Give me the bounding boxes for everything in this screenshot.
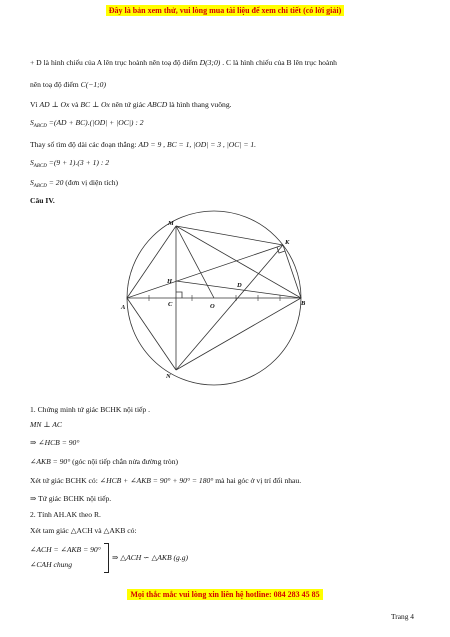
hotline-footer-text: Mọi thắc mắc vui lòng xin liên hệ hotline: 084 283 45 85: [127, 589, 322, 600]
math-abcd: ABCD: [147, 100, 168, 109]
math-area-formula: =(AD + BC).(|OD| + |OC|) : 2: [48, 118, 144, 127]
math-area-result: = 20: [48, 178, 64, 187]
label-c: C: [168, 301, 173, 308]
text-line-2: [30, 80, 106, 90]
math-point-c: C(−1;0): [80, 80, 106, 89]
label-b: B: [301, 300, 306, 307]
text-line-4: [30, 118, 144, 132]
preview-banner: [0, 5, 450, 16]
math-similarity: ⇒ △ACH ∽ △AKB (g.g): [112, 553, 189, 562]
math-s-sub-2: ABCD: [33, 164, 47, 169]
math-point-d: D(3;0): [199, 58, 221, 67]
text-l2: nên toạ độ điểm: [30, 80, 79, 89]
text-area-unit: (đơn vị diện tích): [65, 178, 119, 187]
text-l3b: và: [71, 100, 79, 109]
text-akb-note: (góc nội tiếp chắn nửa đường tròn): [72, 457, 179, 466]
label-n: N: [166, 373, 171, 380]
text-q1d-a: Xét tứ giác BCHK có:: [30, 476, 98, 485]
label-k: K: [285, 239, 290, 246]
math-hcb: ⇒ ∠HCB = 90°: [30, 438, 80, 447]
label-m: M: [168, 220, 174, 227]
math-ad-perp: AD ⊥ Ox: [39, 100, 70, 109]
text-l3c: nên tứ giác: [111, 100, 146, 109]
text-l3d: là hình thang vuông.: [169, 100, 232, 109]
text-akb-line: [30, 457, 178, 467]
text-line-6: [30, 158, 109, 172]
page-number: Trang 4: [391, 612, 414, 621]
preview-banner-text: Đây là bản xem thử, vui lòng mua tài liệu để xem chi tiết (có lời giải): [106, 5, 345, 16]
text-bchk-conclusion: ⇒ Tứ giác BCHK nội tiếp.: [30, 494, 112, 503]
math-mn-perp: MN ⊥ AC: [30, 420, 62, 429]
text-l5a: Thay số tìm độ dài các đoạn thẳng:: [30, 140, 137, 149]
text-q1d-b: mà hai góc ở vị trí đối nhau.: [215, 476, 302, 485]
section-title: Câu IV.: [30, 196, 55, 205]
text-line-7: [30, 178, 118, 192]
math-akb: ∠AKB = 90°: [30, 457, 71, 466]
math-bc-perp: BC ⊥ Ox: [80, 100, 110, 109]
math-s-3: S: [30, 178, 34, 187]
text-line-1: [30, 58, 337, 68]
text-l3a: Vì: [30, 100, 38, 109]
math-q2b1: ∠ACH = ∠AKB = 90°: [30, 545, 101, 554]
text-q2a: Xét tam giác △ACH và △AKB có:: [30, 526, 137, 535]
text-l1: + D là hình chiếu của A lên trục hoành nên toạ độ điểm: [30, 58, 198, 67]
math-q2b2: ∠CAH chung: [30, 560, 73, 569]
label-h: H: [167, 278, 173, 285]
text-line-5: [30, 140, 256, 150]
label-o: O: [210, 303, 215, 310]
brace: [104, 543, 109, 573]
math-s-sub-3: ABCD: [33, 184, 47, 189]
geometry-figure: [0, 210, 450, 400]
math-s: S: [30, 118, 34, 127]
text-line-3: [30, 100, 232, 110]
label-a: A: [121, 304, 126, 311]
math-s-2: S: [30, 158, 34, 167]
question-1: 1. Chứng minh tứ giác BCHK nội tiếp .: [30, 405, 151, 414]
math-s-sub: ABCD: [33, 124, 47, 129]
text-bchk-line: [30, 476, 301, 486]
text-l1-tail: . C là hình chiếu của B lên trục hoành: [222, 58, 337, 67]
math-angle-sum: ∠HCB + ∠AKB = 90° + 90° = 180°: [99, 476, 214, 485]
label-d: D: [237, 282, 242, 289]
math-area-sub: =(9 + 1).(3 + 1) : 2: [48, 158, 110, 167]
math-lengths: AD = 9 , BC = 1, |OD| = 3 , |OC| = 1.: [138, 140, 257, 149]
hotline-footer: [0, 589, 450, 600]
question-2: 2. Tính AH.AK theo R.: [30, 510, 101, 519]
